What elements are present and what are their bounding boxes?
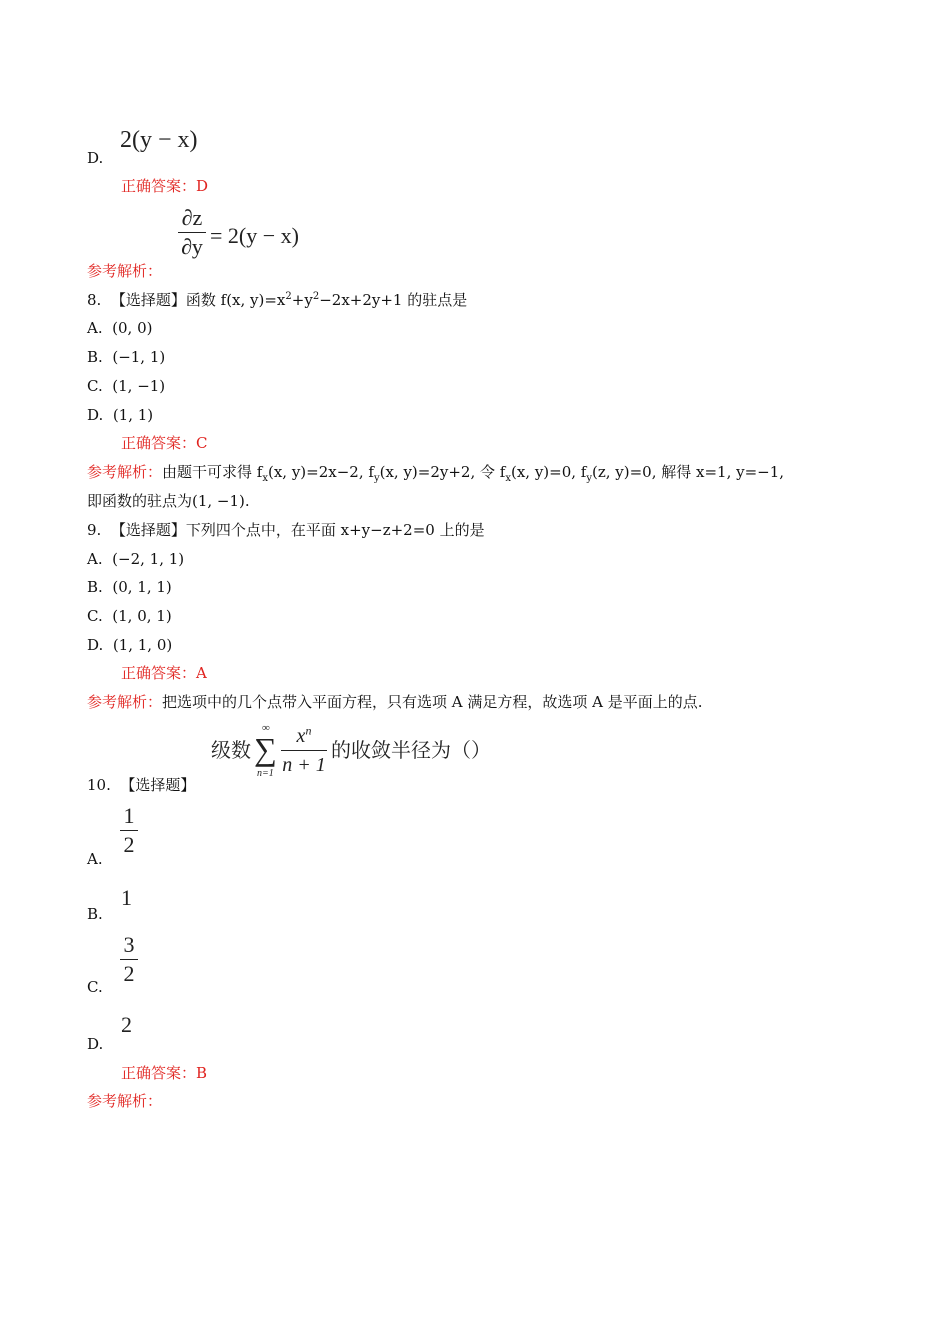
fraction-bar: [281, 750, 327, 751]
q8-analysis-line2: 即函数的驻点为(1, −1).: [87, 492, 250, 510]
fraction-numerator: 1: [123, 803, 135, 828]
q10-series-suffix: 的收敛半径为（）: [331, 738, 491, 762]
q10-number: 10.: [87, 776, 111, 794]
numerator-exponent: n: [305, 723, 312, 738]
q8-stem-prefix: 函数 f(x, y)=x: [185, 291, 286, 309]
q9-analysis-label: 参考解析：: [87, 693, 163, 711]
fraction-bar: [178, 232, 206, 233]
option-label: B.: [87, 348, 103, 366]
q10-fraction-numerator: [281, 724, 327, 748]
q7-fraction-numerator: ∂z: [181, 205, 203, 230]
q8-stem: [87, 290, 467, 310]
option-label: D.: [87, 406, 104, 424]
option-text: (1, 1, 0): [112, 636, 173, 654]
q10-type: 【选择题】: [120, 776, 196, 794]
fraction-bar: [120, 959, 138, 960]
q10-option-c-label[interactable]: C.: [87, 978, 103, 996]
fraction-denominator: 2: [123, 961, 135, 986]
q10-fraction-denominator: n + 1: [282, 754, 326, 776]
q7-option-d-formula: 2(y − x): [120, 127, 198, 153]
q9-number: 9.: [87, 521, 102, 539]
option-text: (0, 0): [112, 319, 153, 337]
q9-analysis-text: 把选项中的几个点带入平面方程，只有选项 A 满足方程，故选项 A 是平面上的点.: [162, 693, 703, 711]
q7-answer: 正确答案：D: [121, 177, 209, 195]
q10-option-b-value[interactable]: 1: [121, 885, 132, 910]
q10-analysis-label: 参考解析：: [87, 1092, 163, 1110]
q8-option-c[interactable]: [87, 376, 165, 396]
q8-analysis-label: 参考解析：: [87, 463, 163, 481]
subscript: y: [373, 473, 380, 484]
q10-sigma-top: ∞: [262, 722, 270, 734]
q9-option-d[interactable]: [87, 635, 172, 655]
q9-option-b[interactable]: [87, 577, 172, 597]
q8-option-a[interactable]: [87, 318, 152, 338]
q8-type: 【选择题】: [110, 291, 186, 309]
q8-stem-mid: +y: [291, 291, 313, 309]
option-text: (−1, 1): [112, 348, 166, 366]
q7-option-d-label: D.: [87, 149, 104, 167]
q10-option-c-value[interactable]: [120, 933, 138, 986]
analysis-text: (x, y)=2x−2, f: [267, 463, 374, 481]
q9-stem: [87, 520, 485, 540]
q7-solution-fraction: [178, 206, 206, 259]
option-label: D.: [87, 636, 104, 654]
option-text: (1, 1): [112, 406, 154, 424]
q8-answer: 正确答案：C: [121, 434, 208, 452]
subscript: y: [586, 473, 592, 484]
numerator-base: x: [296, 725, 306, 747]
option-text: (1, 0, 1): [112, 607, 172, 625]
option-label: A.: [87, 319, 103, 337]
q10-option-d-label[interactable]: D.: [87, 1035, 104, 1053]
q9-type: 【选择题】: [110, 521, 186, 539]
q10-sigma-bottom: n=1: [257, 768, 274, 779]
q8-sup2: 2: [312, 291, 320, 302]
q8-analysis-line1: [87, 462, 784, 482]
q8-option-b[interactable]: [87, 347, 165, 367]
q8-sup1: 2: [285, 291, 292, 302]
q9-option-a[interactable]: [87, 549, 184, 569]
q9-answer: 正确答案：A: [121, 664, 207, 682]
q10-option-b-label[interactable]: B.: [87, 905, 103, 923]
option-label: B.: [87, 578, 103, 596]
option-label: C.: [87, 607, 103, 625]
option-text: (0, 1, 1): [112, 578, 172, 596]
option-text: (−2, 1, 1): [112, 550, 185, 568]
option-label: A.: [87, 550, 103, 568]
q9-analysis: [87, 692, 703, 712]
q10-option-a-label[interactable]: A.: [87, 850, 103, 868]
q10-option-d-value[interactable]: 2: [121, 1012, 132, 1037]
analysis-text: (x, y)=2y+2, 令 f: [379, 463, 506, 481]
analysis-text: (z, y)=0, 解得 x=1, y=−1,: [592, 463, 785, 481]
q10-answer: 正确答案：B: [121, 1064, 208, 1082]
option-text: (1, −1): [112, 377, 166, 395]
subscript: x: [262, 473, 268, 484]
q8-stem-suffix: −2x+2y+1 的驻点是: [319, 291, 468, 309]
fraction-denominator: 2: [123, 832, 135, 857]
fraction-numerator: 3: [123, 932, 135, 957]
analysis-text: (x, y)=0, f: [510, 463, 587, 481]
q9-option-c[interactable]: [87, 606, 172, 626]
q10-sigma: ∑: [254, 731, 277, 767]
q10-stem: [87, 775, 195, 795]
q7-solution-rhs: = 2(y − x): [210, 223, 299, 248]
option-label: C.: [87, 377, 103, 395]
analysis-text: 由题干可求得 f: [162, 463, 263, 481]
q7-fraction-denominator: ∂y: [181, 234, 203, 259]
q8-number: 8.: [87, 291, 102, 309]
subscript: x: [505, 473, 511, 484]
q9-stem-text: 下列四个点中，在平面 x+y−z+2=0 上的是: [185, 521, 485, 539]
q10-series-prefix: 级数: [211, 738, 251, 762]
q7-analysis-label: 参考解析：: [87, 262, 163, 280]
q10-series-fraction: [281, 724, 327, 777]
q10-option-a-value[interactable]: [120, 804, 138, 857]
q8-option-d[interactable]: [87, 405, 153, 425]
fraction-bar: [120, 830, 138, 831]
